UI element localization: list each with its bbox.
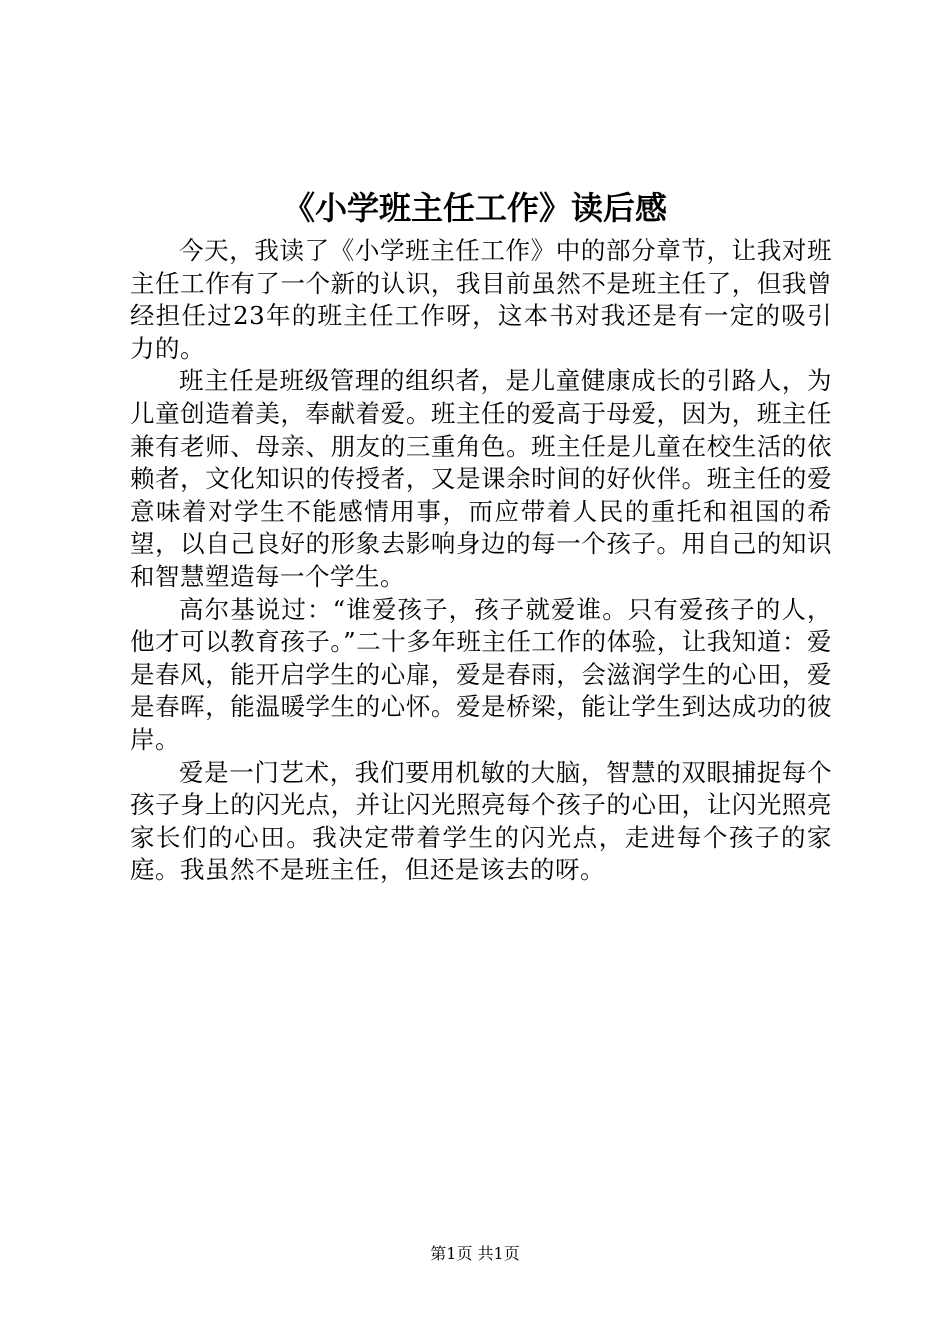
document-title: 《小学班主任工作》读后感 (282, 189, 667, 227)
paragraph-3: 高尔基说过：“谁爱孩子，孩子就爱谁。只有爱孩子的人，他才可以教育孩子。”二十多年班主任工作的体验，让我知道：爱是春风，能开启学生的心扉，爱是春雨，会滋润学生的心田，爱是春晖，能温暖学生的心怀。爱是桥梁，能让学生到达成功的彼岸。 (130, 594, 832, 754)
document-body (130, 235, 832, 887)
paragraph-1: 今天，我读了《小学班主任工作》中的部分章节，让我对班主任工作有了一个新的认识，我目前虽然不是班主任了，但我曾经担任过23年的班主任工作呀，这本书对我还是有一定的吸引力的。 (130, 236, 832, 363)
page-footer: 第1页 共1页 (430, 1244, 520, 1263)
paragraph-4: 爱是一门艺术，我们要用机敏的大脑，智慧的双眼捕捉每个孩子身上的闪光点，并让闪光照亮每个孩子的心田，让闪光照亮家长们的心田。我决定带着学生的闪光点，走进每个孩子的家庭。我虽然不是班主任，但还是该去的呀。 (130, 757, 832, 885)
paragraph-2: 班主任是班级管理的组织者，是儿童健康成长的引路人，为儿童创造着美，奉献着爱。班主任的爱高于母爱，因为，班主任兼有老师、母亲、朋友的三重角色。班主任是儿童在校生活的依赖者，文化知识的传授者，又是课余时间的好伙伴。班主任的爱意味着对学生不能感情用事，而应带着人民的重托和祖国的希望，以自己良好的形象去影响身边的每一个孩子。用自己的知识和智慧塑造每一个学生。 (130, 366, 832, 591)
